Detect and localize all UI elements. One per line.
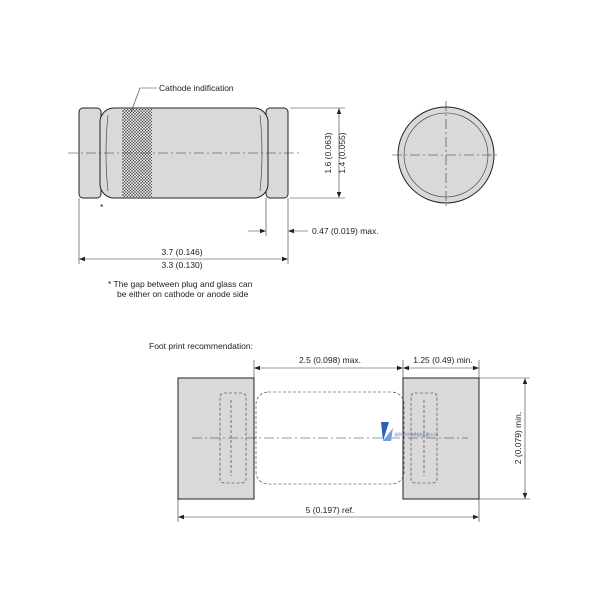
cathode-label: Cathode indification <box>159 83 234 93</box>
length-max-label: 3.7 (0.146) <box>161 247 203 257</box>
footprint-view <box>149 341 530 522</box>
asterisk-mark: * <box>100 202 104 212</box>
height-min-label: 1.4 (0.055) <box>337 132 347 174</box>
padw-dim-label: 1.25 (0.49) min. <box>413 355 473 365</box>
gap-dim-label: 2.5 (0.098) max. <box>299 355 361 365</box>
padh-dim-label: 2 (0.079) min. <box>513 411 523 465</box>
total-dim-label: 5 (0.197) ref. <box>305 505 355 515</box>
height-max-label: 1.6 (0.063) <box>323 132 333 174</box>
side-view <box>68 83 379 299</box>
left-pad <box>178 378 254 499</box>
length-min-label: 3.3 (0.130) <box>161 260 203 270</box>
watermark-text: 深圳市宇泽科技有限公司 <box>394 432 438 437</box>
gap-note-line1: * The gap between plug and glass can <box>108 279 253 289</box>
footprint-title: Foot print recommendation: <box>149 341 253 351</box>
plug-dim-label: 0.47 (0.019) max. <box>312 226 379 236</box>
end-view <box>392 101 500 209</box>
right-pad <box>403 378 479 499</box>
gap-note-line2: be either on cathode or anode side <box>117 289 249 299</box>
